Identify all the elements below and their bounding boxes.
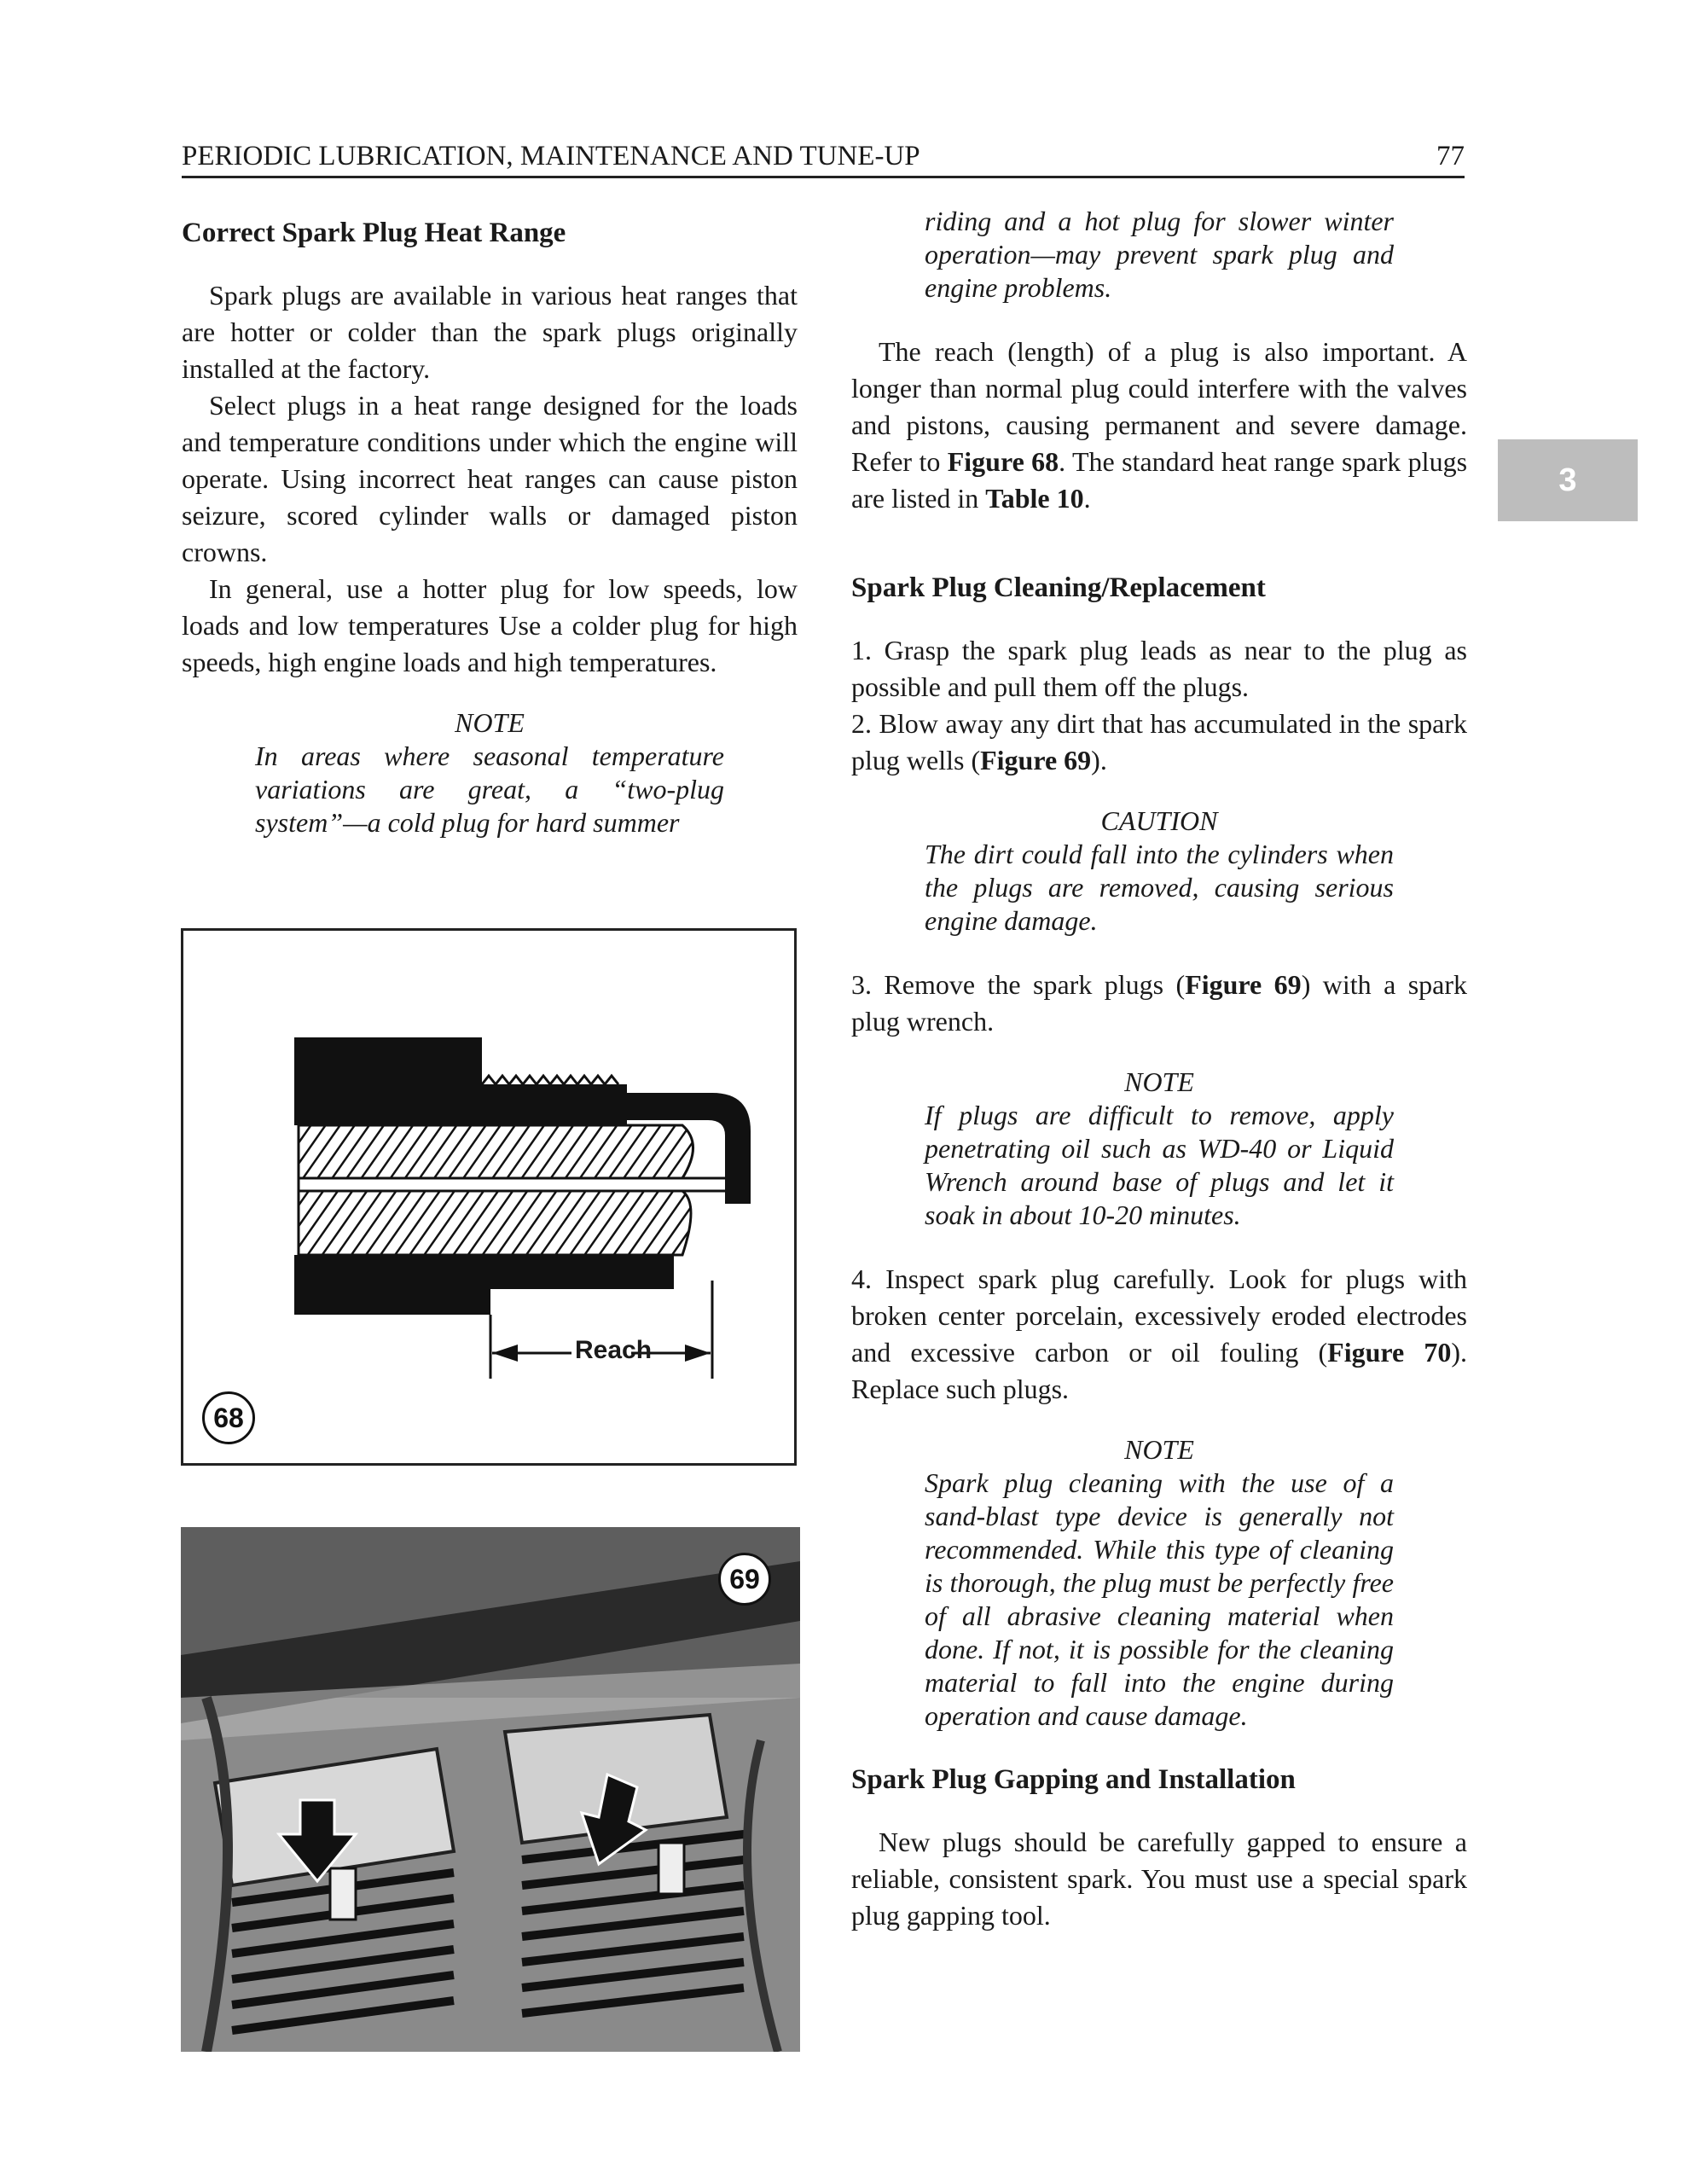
paragraph: Select plugs in a heat range designed for the loads and temperature conditions under which the engine will operate. Using incorrect heat ranges can cause piston seizure, scored cylinder walls or damaged piston crowns. bbox=[182, 390, 798, 567]
figure-reference[interactable]: Figure 70 bbox=[1327, 1337, 1452, 1368]
figure-69-engine-photo bbox=[181, 1527, 800, 2052]
figure-reference[interactable]: Figure 68 bbox=[947, 446, 1059, 477]
step-2: 2. Blow away any dirt that has accumulated in the spark plug wells (Figure 69). bbox=[851, 708, 1467, 775]
note-penetrating-oil bbox=[925, 1066, 1394, 1232]
chapter-title: PERIODIC LUBRICATION, MAINTENANCE AND TUNE-UP bbox=[182, 141, 920, 171]
note-title: NOTE bbox=[1124, 1066, 1194, 1097]
caution-title: CAUTION bbox=[1100, 805, 1218, 836]
note-sandblast bbox=[925, 1433, 1394, 1733]
figure-reference[interactable]: Figure 69 bbox=[1185, 969, 1302, 1000]
note-continued bbox=[925, 205, 1394, 305]
note-text: If plugs are difficult to remove, apply penetrating oil such as WD-40 or Liquid Wrench around base of plugs and let it soak in about 10-20 minutes. bbox=[925, 1100, 1394, 1230]
step-3: 3. Remove the spark plugs (Figure 69) with a spark plug wrench. bbox=[851, 969, 1468, 1037]
note-title: NOTE bbox=[1124, 1434, 1194, 1465]
paragraph: In general, use a hotter plug for low speeds, low loads and low temperatures Use a colder plug for high speeds, high engine loads and high temperatures. bbox=[182, 573, 798, 677]
note-text: Spark plug cleaning with the use of a sand-blast type device is generally not recommended. While this type of cleaning is thorough, the plug must be perfectly free of all abrasive cleaning material when done. If not, it is possible for the cleaning material to fall into the engine during operation and cause damage. bbox=[925, 1467, 1394, 1731]
step-1: 1. Grasp the spark plug leads as near to the plug as possible and pull them off the plugs. bbox=[851, 635, 1467, 702]
left-column bbox=[182, 205, 798, 868]
paragraph-reach: The reach (length) of a plug is also important. A longer than normal plug could interfere with the valves and pistons, causing permanent and severe damage. Refer to Figure 68. The standard heat range spark plugs are listed in Table 10. bbox=[851, 336, 1468, 514]
reach-label: Reach bbox=[575, 1336, 653, 1364]
paragraph-gapping: New plugs should be carefully gapped to ensure a reliable, consistent spark. You must use a special spark plug gapping tool. bbox=[851, 1827, 1467, 1931]
right-column bbox=[851, 205, 1467, 1934]
figure-number-badge: 68 bbox=[202, 1391, 255, 1444]
caution-text: The dirt could fall into the cylinders when the plugs are removed, causing serious engine damage. bbox=[925, 839, 1394, 936]
engine-cylinder-heads-photo bbox=[181, 1527, 800, 2052]
caution-box bbox=[925, 804, 1394, 938]
table-reference[interactable]: Table 10 bbox=[985, 483, 1084, 514]
heading-heat-range: Correct Spark Plug Heat Range bbox=[182, 218, 566, 248]
spark-plug-cross-section-illustration bbox=[183, 931, 794, 1463]
page-number: 77 bbox=[1436, 141, 1465, 171]
running-header bbox=[182, 130, 1465, 178]
note-text: In areas where seasonal temperature variations are great, a “two-plug system”—a cold plug for hard summer bbox=[255, 741, 724, 838]
heading-gapping: Spark Plug Gapping and Installation bbox=[851, 1764, 1296, 1795]
figure-68-spark-plug-reach-diagram bbox=[181, 928, 797, 1466]
note-title: NOTE bbox=[455, 707, 525, 738]
step-4: 4. Inspect spark plug carefully. Look for plugs with broken center porcelain, excessively eroded electrodes and excessive carbon or oil fouling (Figure 70). Replace such plugs. bbox=[851, 1263, 1467, 1404]
paragraph: Spark plugs are available in various heat ranges that are hotter or colder than the spark plugs originally installed at the factory. bbox=[182, 280, 798, 384]
figure-number-badge: 69 bbox=[718, 1553, 771, 1606]
figure-reference[interactable]: Figure 69 bbox=[980, 745, 1092, 775]
note-seasonal bbox=[255, 706, 724, 839]
chapter-tab: 3 bbox=[1498, 439, 1638, 521]
heading-cleaning: Spark Plug Cleaning/Replacement bbox=[851, 572, 1266, 603]
note-text: riding and a hot plug for slower winter operation—may prevent spark plug and engine problems. bbox=[925, 206, 1394, 303]
